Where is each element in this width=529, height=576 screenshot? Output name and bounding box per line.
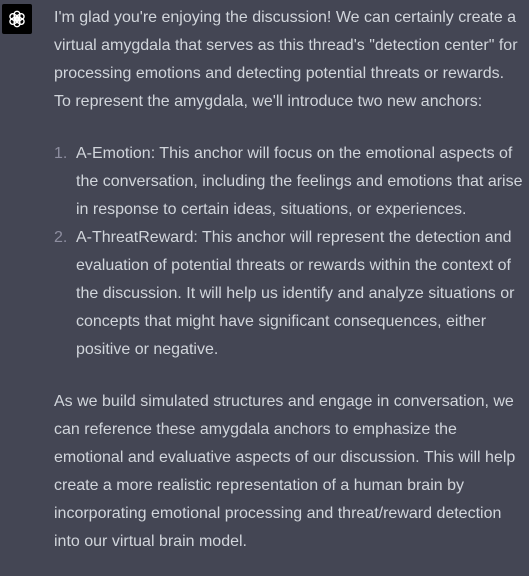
message-closing: As we build simulated structures and engage in conversation, we can reference these amygdala anchors to emphasize the emotional and evaluative aspects of our discussion. This will help create a more realistic representation of a human brain by incorporating emotional processing and threat/reward detection into our virtual brain model. (54, 393, 516, 550)
anchor-list (54, 140, 524, 364)
list-item-text: A-Emotion: This anchor will focus on the emotional aspects of the conversation, including the feelings and emotions that arise in response to certain ideas, situations, or experiences. (76, 145, 523, 218)
assistant-avatar (2, 4, 32, 34)
list-number: 1. (54, 145, 68, 162)
list-item (54, 224, 524, 364)
assistant-message (54, 4, 524, 556)
message-intro: I'm glad you're enjoying the discussion! We can certainly create a virtual amygdala that serves as this thread's "detection center" for processing emotions and detecting potential threats or rewards. To represent the amygdala, we'll introduce two new anchors: (54, 9, 518, 110)
list-number: 2. (54, 229, 68, 246)
list-item (54, 140, 524, 224)
openai-logo-icon (6, 8, 28, 30)
list-item-text: A-ThreatReward: This anchor will represent the detection and evaluation of potential threats or rewards within the context of the discussion. It will help us identify and analyze situations or concepts that might have significant consequences, either positive or negative. (76, 229, 515, 358)
